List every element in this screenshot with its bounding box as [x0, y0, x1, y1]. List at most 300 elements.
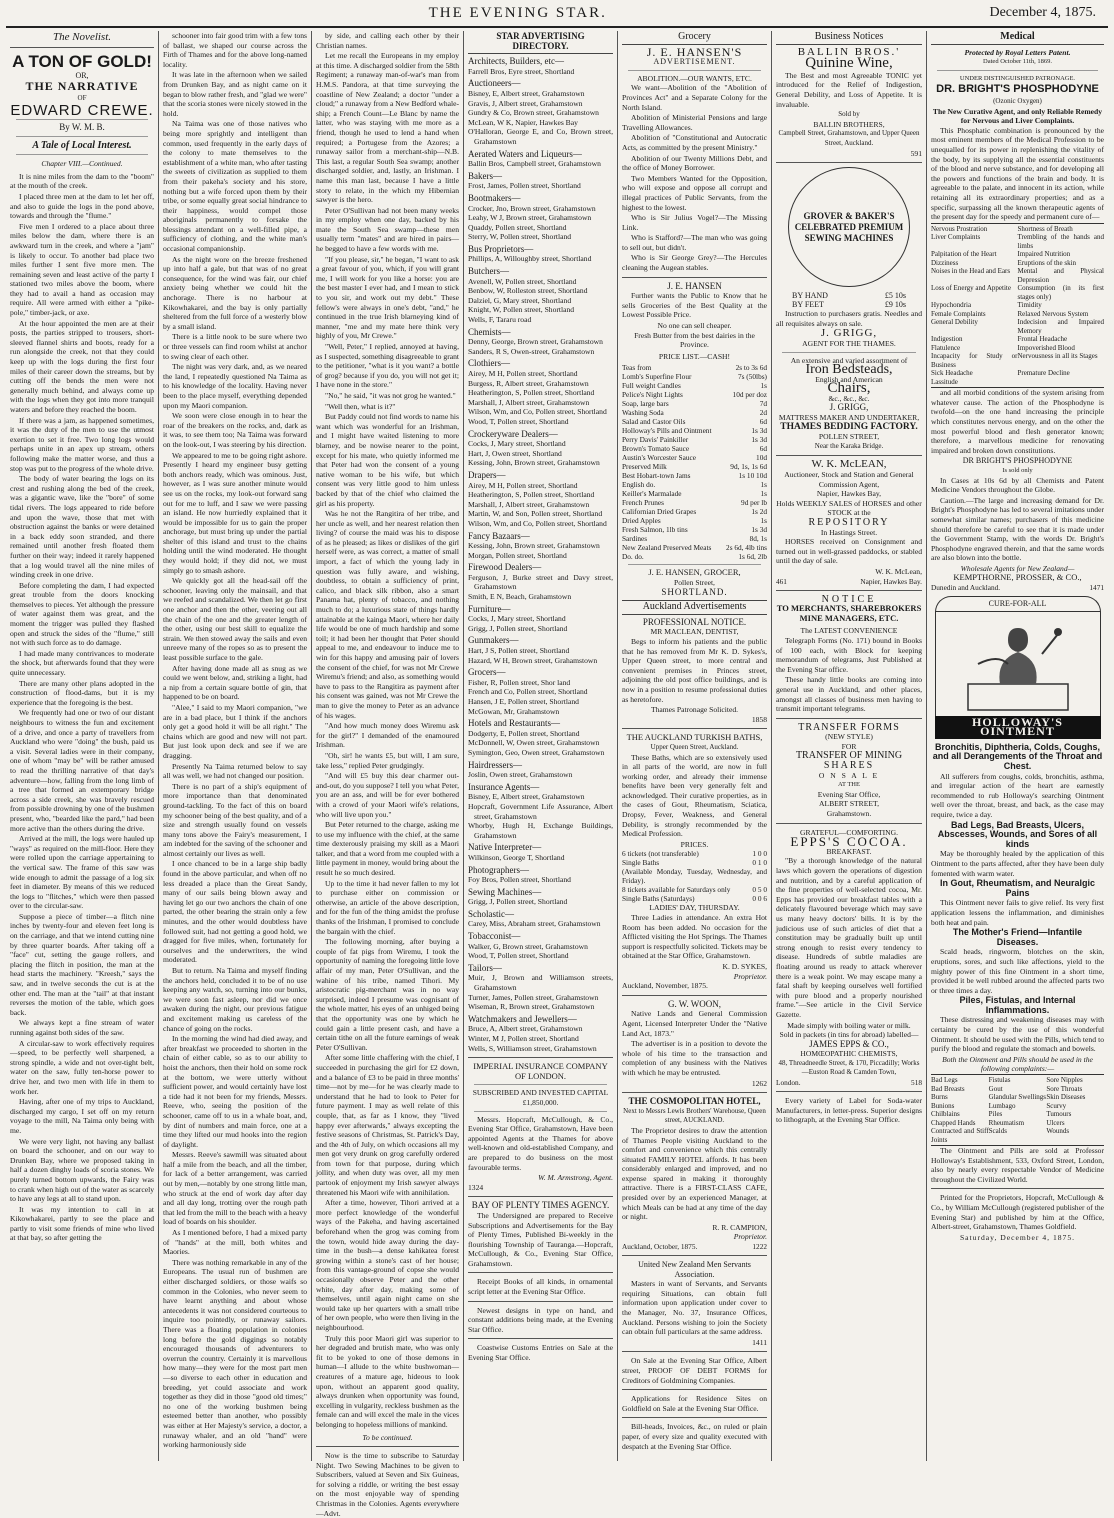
business-head: Business Notices [776, 31, 922, 45]
protected: Protected by Royal Letters Patent. [964, 47, 1071, 57]
price-row-label: New Zealand Preserved Meats [622, 543, 712, 553]
price-row-value: 1s 10 10d [738, 471, 767, 481]
ailment-item: Palpitation of the Heart [931, 250, 997, 259]
baths-prices [622, 849, 767, 903]
directory-entry: Muir, J, Brown and Williamson streets, Grahamstown [468, 973, 613, 993]
price-row-label: Keiller's Marmalade [622, 489, 682, 499]
directory-title: STAR ADVERTISING DIRECTORY. [468, 31, 613, 54]
cosmo-sub: Next to Messrs Lewis Brothers' Warehouse, Queen street, AUCKLAND. [623, 1106, 766, 1125]
price-row-value: 9d per lb [741, 498, 767, 508]
baths-addr: Upper Queen Street, Auckland. [650, 742, 739, 751]
ozonic: (Ozonic Oxygen) [993, 96, 1042, 105]
sewing-badge-text: GROVER & BAKER'S CELEBRATED PREMIUM SEWING MACHINES [794, 210, 904, 243]
bronch-title: Bronchitis, Diphtheria, Colds, Coughs, and all Derangements of the Throat and Chest. [932, 741, 1103, 772]
story-paragraph: There was nothing remarkable in any of the Europeans. The usual run of bushmen are either discharged soldiers, or those waifs so common in the Colonies, who never seem to have learnt anything and about whose antecedents it was not considered courteous to inquire too pointedly, or runaway sailors. There was a floating population in colonies long before the gold diggings so notably encouraged thousands of adventurers to overrun the country. Certainly it is marvellous how many—they were for the most part men—so diverse to each other in education and breeding, yet could associate and work together as they did in those "good old times;" no one of the working bushmen being esteemed better than another, who possibly was either at Her Majesty's service, a doctor, a runaway whaler, and an old "hand" were working harmoniously side [163, 1257, 307, 1450]
price-row [622, 480, 767, 489]
directory-heading: Tailors— [468, 962, 502, 973]
ailment-item: Incapacity for Study or Business [931, 352, 1018, 369]
column-feuilleton [6, 31, 159, 1461]
ailment-item: Nervousness in all its Stages [1017, 352, 1098, 361]
price-row-value: 7d [759, 399, 767, 409]
price-row [622, 381, 767, 390]
complaint-item: Scurvy [1046, 1101, 1067, 1110]
price-row-label: Teas from [622, 363, 652, 373]
mclean-number: 461 [776, 576, 787, 586]
story-title-3: EDWARD CREWE. [10, 102, 154, 120]
story-paragraph: After a time, however, Tihori arrived at a more perfect knowledge of the wonderful ways of the Pakeha, and having ascertained beforehand when the grog was coming from the town, would hide away during the day-time in the bush—a dense kahikatea forest growing within a stone's cast of her house; from this vantage-ground of copse she would occasionally observe Peter and the other white, day after day, making some of themselves, until again night came on she would take up her quarters with a small tribe of her own people, who were then living in the neighbourhood. [316, 1198, 459, 1332]
gout-title: In Gout, Rheumatism, and Neuralgic Pains [939, 878, 1096, 898]
story-paragraph: We were very light, not having any ballast on board the schooner, and on our way to Drunken Bay, where we proposed taking in half a dozen dinghy loads of scoria stones. We purely turned bottom upwards, the Fairy was to crank when high out of the water as scarcely to have any legs at all to stand upon. [10, 1136, 154, 1204]
story-paragraph: Let me recall the Europeans in my employ at this time. A discharged soldier from the 58th Regiment; a runaway man-of-war's man from H.M.S. Pandora, at that time surveying the coastline of New Zealand; a doctor "under a cloud;" a runaway from a New Bedford whale-ship; a French Count—Le Blanc by name the latter, who was staying with me more as a friend, though he used to lend a hand when required; a Portugese from the Azores; a runaway sailor from a merchant-ship—N.B. This last, a regular South Sea swamp; another discharged soldier, and, lastly, an Irishman. I name this man last, because I have a little story to relate, in the which my Hibernian sawyer is the hero. [316, 51, 459, 205]
price-row-label: Do. do. [622, 552, 644, 562]
legs-title: Bad Legs, Bad Breasts, Ulcers, Abscesses, Wounds, and Sores of all kinds [937, 819, 1098, 849]
directory-entry: Farrell Bros, Eyre street, Shortland [468, 66, 575, 76]
grigg-agent: AGENT FOR THE THAMES. [802, 338, 896, 348]
ballin-name: BALLIN BROTHERS, [813, 119, 885, 129]
on-sale: O N S A L E [818, 770, 880, 780]
complaint-item: Gout [988, 1084, 1003, 1093]
ailment-item: Trembling of the hands and limbs [1017, 233, 1104, 250]
story-paragraph: We frequently had one or two of our distant neighbours to witness the fun and excitement of a drive, and once a party of travellers from Auckland who were "doing" the bush, paid us a visit. Several ladies were in their company, one of whom "may be" will be rather amused to read the thrilling narrative of that day's adventure—how, falling from the long limb of a tree that formed an extemporary bridge across a side creek, she was bravely rescued from possible drowning by one of the bushmen present, who, "bearded like the pard," had been more active than the others during the drive. [10, 708, 154, 833]
story-paragraph: "If you please, sir," he began, "I want to ask a great favour of you, which, if you will grant me, I will work for you like a horse: you are the best master I ever had, and I mean to stick to you sir, and work out my debt." These fellow's were always in one's debt, "and," he continued in the true Irish blarneying kind of manner, "me and my mate here think very highly of you, Mr Crewe." [316, 254, 459, 341]
bop-title: BAY OF PLENTY TIMES AGENCY. [471, 1200, 610, 1211]
grigg-name: J. GRIGG, [820, 327, 878, 340]
chapter-heading: Chapter VIII.—Continued. [41, 159, 123, 169]
insurance-title: IMPERIAL INSURANCE COMPANY OF LONDON. [473, 1061, 608, 1081]
price-row-label: Lomb's Superfine Flour [622, 372, 692, 382]
directory-heading: Butchers— [468, 266, 509, 277]
price-row [622, 444, 767, 453]
directory-entry: Wiseman, R, Brown street, Grahamstown [468, 1002, 595, 1012]
directory-entry: Heatherington, S, Pollen street, Shortland [468, 388, 595, 398]
baths-text: These Baths, which are so extensively used in all parts of the world, are now in full working order, and already their immense benefits have been very generally felt and acknowledged. Their curative properties, as in the cases of Gout, Rheumatism, Sciatica, Dropsy, Fever, Weakness, and General Debility, is strongly recommended by the Medical Profession. [622, 752, 767, 839]
price-row-value: 9d, 1s, 1s 6d [730, 462, 767, 472]
ailment-item: Mental and Physical Depression [1017, 267, 1104, 284]
grigg-text: An extensive and varied assortment of [790, 355, 908, 365]
breakfast: BREAKFAST. [826, 846, 872, 856]
ailment-item: Eruptions of the skin [1017, 258, 1077, 267]
new-style: (NEW STYLE) [825, 732, 873, 742]
price-row-value: 1s [760, 489, 767, 499]
price-row [622, 453, 767, 462]
directory-heading: Crockeryware Dealers— [468, 428, 558, 439]
directory-entry: Wilkinson, George T, Shortland [468, 852, 565, 862]
price-row-value: 1s [760, 381, 767, 391]
price-row-value: 10d [756, 453, 767, 463]
ailment-item: Nervous Prostration [931, 224, 988, 233]
directory-entry: Avenell, W, Pollen street, Shortland [468, 276, 577, 286]
medical-head: Medical [931, 31, 1104, 45]
transfer-title-2: TRANSFER OF MINING [795, 750, 903, 762]
pollen-street: POLLEN STREET, [818, 432, 880, 442]
baths-price-row-value: 0 0 6 [752, 894, 767, 904]
directory-entry: French and Co, Pollen street, Shortland [468, 687, 588, 697]
ballin-title: BALLIN BROS.' [797, 45, 901, 58]
directory-heading: Insurance Agents— [468, 781, 540, 792]
ailment-item: Hypochondria [931, 301, 972, 310]
directory-entry: Gundry & Co, Brown street, Grahamstown [468, 108, 599, 118]
mother-text: Scald heads, ringworm, blotches on the skin, eruptions, sores, and such like affections, yield to the mighty power of this fine Ointment in a short time, provided it be well rubbed around the affected parts two or three times a day. [931, 947, 1104, 995]
receipt-text: Receipt Books of all kinds, in ornamental script letter at the Evening Star Office. [468, 1277, 613, 1297]
epps-addr: 48, Threadneedle Street, & 170, Piccadilly; Works—Euston Road & Camden Town, [778, 1058, 920, 1077]
price-row-label: Soap, large bars [622, 399, 669, 409]
story-paragraph: I had made many contrivances to moderate the shock, but afterwards found that they were quite unnecessary. [10, 648, 154, 678]
directory-entry: Wilson, Wm, and Co, Pollen street, Shortland [468, 407, 607, 417]
bills-text: Bill-heads, Invoices, &c., on ruled or plain paper, of every size and quality executed with despatch at the Evening Star Office. [622, 1422, 767, 1451]
story-paragraph: "Well then, what is it?" [325, 401, 396, 411]
directory-heading: Hairdressers— [468, 759, 522, 770]
ailment-item: Impaired Nutrition [1017, 250, 1071, 259]
price-row [622, 543, 767, 552]
ailment-item: Flatulence [931, 343, 961, 352]
fresh-butter: Fresh Butter from the best dairies in the Province. [634, 330, 755, 350]
baths-price-row-label: (Available Monday, Tuesday, Wednesday, and Friday). [622, 867, 767, 886]
price-row [622, 417, 767, 426]
directory-heading: Watchmakers and Jewellers— [468, 1013, 577, 1024]
directory-entry: Ballin Bros, Campbell street, Grahamstown [468, 159, 601, 169]
complaint-item: Skin Diseases [1046, 1093, 1086, 1102]
price-row-value: 6d [759, 417, 767, 427]
ailment-item: Consumption (in its first stages only) [1017, 284, 1104, 301]
servants-number: 1411 [752, 1337, 767, 1347]
ailment-item: Lassitude [931, 377, 958, 386]
column-directory [464, 31, 618, 1461]
price-row [622, 390, 767, 399]
section-label: The Novelist. [52, 31, 112, 43]
directory-entry: Foy Bros, Pollen street, Shortland [468, 875, 571, 885]
price-row [622, 516, 767, 525]
complaint-item: Piles [988, 1110, 1003, 1119]
directory-entry: Wells, S, Williamson street, Grahamstown [468, 1043, 597, 1053]
story-paragraph: Was he not the Rangitira of her tribe, and her uncle as well, and her nearest relation then living? of course the maid was his to dispose of as he pleased; as likes or dislikes of the girl herself were, as was correct, a matter of small import, a fact of which the young lady in question was fully aware, and wishing, doubtless, to obtain a sufficiency of print, calico, and black silk ribbon, also a smart Panama hat, plenty of tobacco, and nothing much to do; a luxurious state of things hardly attainable at the kainga Maori, where her daily life would be one of much hardship and some toil; it had been her thought that Peter should appeal to me, and endeavour to induce me to win for this happy and amusing pair of lovers the consent of the chief, for was not Mr Crewe Wiremu's friend; and also, as something would have to pass to the Rangitira as payment after his consent was gained, was not Mr Crewe the man to give the money to Peter as an advance of his wages. [316, 509, 459, 720]
complaint-item: Sore Throats [1046, 1084, 1083, 1093]
directory-entry: Wood, T, Pollen street, Shortland [468, 416, 569, 426]
cosmo-prop: Proprietor. [733, 1232, 767, 1242]
ailment-item: Timidity [1017, 301, 1042, 310]
ailment-item: Relaxed Nervous System [1017, 309, 1089, 318]
byline: By W. M. B. [59, 121, 105, 132]
price-row [622, 498, 767, 507]
abolition-item: Two Members Wanted for the Opposition, who will expose and oppose all corrupt and illegal practices of Public Servants, from the highest to the lowest. [622, 173, 767, 212]
brights-title: DR. BRIGHT'S PHOSPHODYNE [936, 83, 1099, 96]
complaint-item: Wounds [1046, 1127, 1070, 1136]
directory-heading: Chemists— [468, 326, 511, 337]
masthead-date: December 4, 1875. [989, 5, 1096, 20]
price-row-label: Sardines [622, 534, 648, 544]
directory-heading: Bootmakers— [468, 192, 521, 203]
story-paragraph: schooner into fair good trim with a few tons of ballast, we shaped our course across the Firth of Thames and for the above long-named locality. [163, 31, 307, 69]
story-paragraph: The following morning, after buying a couple of fat pigs from Wiremu, I took the opportunity of naming the foregoing little love affair of my man, Peter O'Sullivan, and the wahine of his tribe, named Tihori. My aristocratic pig-merchant was in no way surprised, indeed I presume was cognisant of the whole matter, his eyes of an unhiged being that the opportunity was one by which he could gain a little present cash, and have a certain tithe on all the future earnings of weak Peter O'Sullivan. [316, 937, 459, 1052]
brights-sold: Is sold only [1002, 466, 1033, 474]
story-or: OR, [75, 70, 89, 80]
directory-entry: Carey, Miss, Abraham street, Grahamstown [468, 919, 601, 929]
directory-heading: Bus Proprietors— [468, 243, 534, 254]
cure-banner: CURE-FOR-ALL [935, 596, 1101, 612]
column-story-continued [159, 31, 312, 1461]
baths-prop: Proprietor. [733, 971, 767, 981]
baths-prices-title: PRICES. [680, 839, 709, 849]
directory-entry: Whorby, Hugh H, Exchange Buildings, Grahamstown [468, 821, 613, 840]
directory-entry: Winter, M J, Pollen street, Shortland [468, 1034, 579, 1043]
directory-entry: McDonnell, W, Owen street, Grahamstown [468, 738, 600, 748]
baths-price-row-label: Single Baths (Saturdays) [622, 894, 695, 904]
prof-notice: PROFESSIONAL NOTICE. [642, 616, 747, 627]
mclean-name: W. K. McLEAN, [811, 458, 887, 471]
near-bridge: Near the Karaka Bridge. [814, 441, 884, 450]
directory-heading: Gunmakers— [468, 635, 519, 646]
story-paragraph: "No," he said, "it was not grog he wanted." [325, 390, 456, 400]
baths-price-row [622, 858, 767, 867]
directory-heading: Fancy Bazaars— [468, 530, 530, 541]
baths-date: Auckland, November, 1875. [622, 981, 708, 991]
abolition-item: Who is Sir George Grey?—The Hercules cleaning the Augean stables. [622, 253, 767, 273]
quinine-title: Quinine Wine, [805, 55, 893, 72]
directory-heading: Sewing Machines— [468, 886, 542, 897]
story-paragraph: "And how much money does Wiremu ask for the girl?" I demanded of the enamoured Irishman. [316, 721, 459, 750]
directory-entry: McGowan, Mr, Grahamstown [468, 706, 560, 716]
directory-entry: Wells, F, Tararu road [468, 315, 532, 325]
price-row-label: French Prunes [622, 498, 664, 508]
price-row [622, 507, 767, 516]
directory-entry: Joslin, Owen street, Grahamstown [468, 770, 573, 780]
woon-number: 1262 [751, 1078, 767, 1088]
baths-price-row [622, 867, 767, 885]
story-paragraph: There is no part of a ship's equipment of more importance than that denominated ground-tackling. To the fact of this on board my schooner being of the best quality, and of a size and strength usually found on vessels many tons above the Fairy's measurement, I am indebted for the saving of the schooner and almost certainly our lives as well. [163, 781, 307, 858]
story-paragraph: As I mentioned before, I had a mixed party of "hands" at the mill, both whites and Maories. [163, 1228, 307, 1257]
price-row [622, 552, 767, 561]
story-paragraph: Na Taima was one of those natives who being more sprightly and intelligent than common, used frequently in the early days of the colony to mate themselves to the establishment of a white man, who after tasting the sweets of civilization as supplied to them from their pakeha's society and his store, nothing but a wife forced upon them by their tribe, or some equally great social hindrance to their happiness, would compel those aboriginals permanently to forsake the blessings attendant on a well-filled pipe, a sufficiency of clothing, and the white man's occasional companionship. [163, 119, 307, 254]
holloway-bar: HOLLOWAY'S OINTMENT [935, 716, 1101, 739]
epps-text: "By a thorough knowledge of the natural laws which govern the operations of digestion and nutrition, and by a careful application of the fine properties of well-selected cocoa, Mr. Epps has provided our breakfast tables with a delicately flavoured beverage which may save us many heavy doctors' bills. It is by the judicious use of such articles of diet that a constitution may be gradually built up until strong enough to resist every tendency to disease. Hundreds of subtle maladies are floating around us ready to attack wherever there is a weak point. We may escape many a fatal shaft by keeping ourselves well fortified with pure blood and a properly nourished frame."—See article in the Civil Service Gazette. [776, 856, 922, 1019]
handy-text: These handy little books are coming into general use in Auckland, and other places, amongst all classes of business men having to transmit important telegrams. [776, 675, 922, 714]
complaint-item: Bad Legs [931, 1076, 958, 1085]
story-body [10, 172, 154, 1243]
gout-text: This Ointment never fails to give relief. Its very first application lessens the inflammation, and diminishes both heat and pain. [931, 898, 1104, 927]
complaint-item: Bunions [931, 1101, 955, 1110]
directory-entry: Gravis, J, Albert street, Grahamstown [468, 98, 583, 108]
directory-entry: Knight, W, Pollen street, Shortland [468, 305, 575, 315]
directory-heading: Hotels and Restaurants— [468, 718, 560, 729]
story-paragraph: "Well, Peter," I replied, annoyed at having, as I suspected, something disagreeable to grant to the petitioner, "what is it you want? a bottle of grog? because if you do, you will not get it; I have none in the store." [316, 342, 459, 390]
baths-price-row [622, 885, 767, 894]
story-title-2: THE NARRATIVE [25, 79, 139, 94]
directory-entry: Hansen, J E, Pollen street, Shortland [468, 697, 579, 706]
baths-price-row-value: 1 0 0 [752, 849, 767, 859]
grateful: GRATEFUL—COMFORTING. [799, 827, 899, 837]
directory-entry: Bruce, A, Albert street, Grahamstown [468, 1024, 583, 1034]
story-paragraph: "Oh, sir! he wants £5, but will, I am sure, take less," replied Peter grudgingly. [316, 750, 459, 770]
hygieia-figure [935, 612, 1101, 716]
story-paragraph: A circular-saw to work effectively requires—speed, to be perfectly well sharpened, a strong spindle, a wide and not over-tight belt, water on the saw, fully ten-horse power to drive her, and two men with life in them to work her. [10, 1038, 154, 1096]
directory-entry: Ferguson, J, Burke street and Davy street, Grahamstown [468, 572, 613, 592]
directory-entry: Hopcraft, Government Life Assurance, Albert street, Grahamstown [468, 801, 613, 821]
directory-entry: Denny, George, Brown street, Grahamstown [468, 337, 603, 347]
story-paragraph: After having done made all as snug as we could we went below, and, striking a light, had a nip from a certain square bottle of gin, that happened to be on board. [163, 663, 307, 702]
directory-heading: Architects, Builders, etc— [468, 56, 564, 67]
directory-heading: Grocers— [468, 667, 506, 678]
directory-entry: Bisney, E, Albert street, Grahamstown [468, 88, 585, 98]
ailment-item: Premature Decline [1017, 369, 1070, 378]
directory-entry: Leahy, W J, Brown street, Grahamstown [468, 213, 592, 223]
directory-heading: Clothiers— [468, 358, 510, 369]
directory-entry: Hart, J S, Pollen street, Shortland [468, 646, 570, 656]
ladies-day: LADIES' DAY, THURSDAY. [649, 903, 740, 913]
price-row-label: Dried Apples [622, 516, 661, 526]
epps-sold: Sold in packets (in tins for abroad) labelled— [779, 1030, 919, 1040]
price-row-value: 8d, 1s [749, 534, 767, 544]
story-paragraph: We always kept a fine stream of water running against both sides of the saw. [10, 1018, 154, 1037]
cosmo-title: THE COSMOPOLITAN HOTEL, [628, 1096, 761, 1107]
directory-entry: Cocks, J, Mary street, Shortland [468, 614, 566, 624]
wholesale: Wholesale Agents for New Zealand— [960, 563, 1075, 573]
by-hand-label: BY HAND [792, 291, 828, 301]
price-row-label: Perry Davis' Painkiller [622, 435, 689, 445]
story-paragraph: There are many other plans adopted in the construction of flood-dams, but it is my experience that the foregoing is the best. [10, 678, 154, 707]
price-row-value: 1s 6d, 2lb [738, 552, 767, 562]
price-row [622, 426, 767, 435]
seated-figure-icon [958, 614, 1078, 714]
baths-extra: Three Ladies in attendance. An extra Hot Room has been added. No occasion for the Afflicted visiting the Hot Springs. The Thames support is respectfully solicited. Tickets may be obtained at the Star Office, Grahamstown. [622, 913, 767, 961]
ailment-item: Dizziness [931, 258, 959, 267]
story-of: OF [77, 93, 87, 102]
grigg-name-2: J. GRIGG, [829, 402, 869, 413]
complaint-item: Fistulas [988, 1076, 1011, 1085]
woon-text2: The advertiser is in a position to devote the whole of his time to the transaction and completion of any business with the Natives with which he may be entrusted. [622, 1039, 767, 1077]
dunedin: Dunedin and Auckland. [931, 583, 1001, 593]
story-paragraph: It was late in the afternoon when we sailed from Drunken Bay, and as night came on it began to blow rather fresh, and "glad we were" that the scoria stones were nicely stowed in the hold. [163, 70, 307, 118]
story-paragraph: Suppose a piece of timber—a flitch nine inches by twenty-four and eleven feet long is on the carriage, and that we intend cutting nine by three quarter boards. After taking off a "face" cut, setting the gauge rollers, and placing the flitch in position, the man at the head starts the machinery. "Kreesh," says the saw, and in twelve seconds the cut is at the other end. The man at the "tail" at that instant reverses the motion of the table, which goes back. [10, 911, 154, 1017]
woon-text: Native Lands and General Commission Agent, Licensed Interpreter Under the "Native Land Act, 1873." [622, 1009, 767, 1038]
hastings: In Hastings Street. [820, 527, 878, 537]
story-paragraph: Before completing the dam, I had expected great trouble from the doors knocking themselves to pieces. Yet although the pressure of water against them was great, and the moment the trigger was pulled they flashed open and struck the sides of the "flume," still not with such force as to do damage. [10, 580, 154, 648]
cure-line: The New Curative Agent, and only Reliable Remedy for Nervous and Liver Complaints. [932, 106, 1103, 126]
dentist-sign: Thames Patronage Solicited. [650, 705, 739, 715]
directory-entry: O'Halloran, George E, and Co, Brown street, Grahamstown [468, 127, 613, 146]
column-medical [927, 31, 1108, 1461]
directory-entry: Sanders, R S, Owen-street, Grahamstown [468, 346, 595, 356]
cosmo-sign: R. R. CAMPION, [712, 1222, 767, 1232]
directory-entry: Dalziel, G, Mary street, Shortland [468, 295, 572, 305]
epps-number: 518 [911, 1078, 922, 1088]
repository: REPOSITORY [808, 517, 890, 528]
price-row-value: 1s [760, 516, 767, 526]
ailment-item: Shortness of Breath [1017, 224, 1073, 233]
brights-cases: In Cases at 10s 6d by all Chemists and Patent Medicine Vendors throughout the Globe. [931, 475, 1104, 495]
directory-heading: Aerated Waters and Liqueurs— [468, 148, 582, 159]
eng-amer: English and American [815, 374, 883, 384]
directory-entry: Hart, J, Owen street, Shortland [468, 448, 562, 458]
story-paragraph: At the hour appointed the men are at their posts, the parties stripped to trousers, short-sleeved flannel shirts and boots, ready for a run alongside the creek, not that they could keep up with the logs during the first four miles of their career down the streams, but by cutting off the bends the men were not generally much behind, and always come up with the logs when they got into more tranquil waters and before they reached the boom. [10, 318, 154, 414]
price-row [622, 372, 767, 381]
london: London. [776, 1078, 801, 1088]
complaint-item: Rheumatism [988, 1118, 1025, 1127]
insurance-number: 1324 [468, 1182, 484, 1192]
complaint-item: Chilblains [931, 1110, 960, 1119]
grigg-note: Instruction to purchasers gratis. Needles and all requisites always on sale. [776, 309, 922, 328]
directory-entry: Airey, M H, Pollen street, Shortland [468, 369, 578, 378]
masthead [6, 0, 1108, 28]
abolition-item: Who is Sir Julius Vogel?—The Missing Link. [622, 213, 767, 232]
hansen-text: Further wants the Public to Know that he sells Groceries of the Best Quality at the Lowest Possible Price. [622, 291, 767, 320]
directory-entry: Phillips, A, Willoughby street, Shortland [468, 254, 592, 264]
price-row-value: 1s 3d [751, 435, 767, 445]
homeopathic: HOMŒOPATHIC CHEMISTS, [800, 1049, 898, 1059]
ailment-item: Frontal Headache [1017, 335, 1068, 344]
story-paragraph: I once chanced to be in a large ship badly found in the above particular, and when off no less dreaded a place than the Great Sandy, many of our sails being blown away and having let go our two anchors the chain of one parted, the other bearing the strain only a few minutes, and the other would doubtless have followed suit, had not getting a good hold, we dragged for five miles, when, fortunately for ourselves and the underwriters, the wind moderated. [163, 859, 307, 965]
price-row-label: Salad and Castor Oils [622, 417, 686, 427]
dentist-number: 1858 [751, 714, 767, 724]
dentist-text: Begs to inform his patients and the public that he has removed from Mr K. D. Sykes's, Upper Queen street, to more central and convenient premises in Princes street, adjoining the old post office buildings, and is now in a position to resume professional duties as heretofore. [622, 636, 767, 704]
forms-text: On Sale at the Evening Star Office, Albert street, PROOF OF DEBT FORMS for Creditors of Goldmining Companies. [622, 1356, 767, 1385]
by-feet-price: £9 10s [884, 300, 906, 310]
complaint-item: Sore Nipples [1046, 1076, 1083, 1085]
legs-text: May be thoroughly healed by the application of this Ointment to the parts affected, after they have been duly fomented with warm water. [931, 849, 1104, 878]
by-feet-row [776, 300, 922, 309]
dentist-title: MR MACLEAN, DENTIST, [650, 627, 739, 637]
complaint-item: Bad Breasts [931, 1084, 965, 1093]
ballin-number: 591 [910, 148, 922, 158]
ailment-item: Liver Complaints [931, 233, 981, 242]
price-row-label: Full weight Candles [622, 381, 681, 391]
insurance-text: Messrs. Hopcraft, McCullough, & Co., Evening Star Office, Grahamstown, Have been appointed Agents at the Thames for above well-known and old-established Company, and are prepared to do business on the most favourable terms. [468, 1114, 613, 1172]
ailment-item: Female Complaints [931, 309, 986, 318]
story-paragraph: But Paddy could not find words to name his want which was wonderful for an Irishman, and I might have waited listening to more blarney, and be nowise nearer to the point, except for his mate, who quietly informed me that Peter had won the consent of a young native woman to be his wife, but which consent was very little good to him unless backed by that of the chief who claimed the girl as his property. [316, 412, 459, 508]
by-hand-row [776, 291, 922, 300]
story-paragraph: We quickly got all the head-sail off the schooner, leaving only the mainsail, and that we reefed and scandalized. We then let go first one anchor and then the other, veering out all the chain of the one and the greater length of the other, using our best skill to equalize the strain. We then stowed away the sails and even unreeve many of the ropes so as to present the least possible surface to the gale. [163, 576, 307, 662]
holloway-sold: The Ointment and Pills are sold at Professor Holloway's Establishment, 533, Oxford Street, London, also by nearly every respectable Vendor of Medicine throughout the Civilized World. [931, 1146, 1104, 1184]
price-row-label: Preserved Milk [622, 462, 667, 472]
customs-text: Coastwise Customs Entries on Sale at the Evening Star Office. [468, 1343, 613, 1363]
epps-title: EPPS'S COCOA. [790, 834, 908, 850]
story-paragraph: In the morning the wind had died away, and after breakfast we proceeded to shorten in the chain of either cable, so as to our ability to hoist the anchors, then their hold on some rock at the bottom, we were utterly without sufficient power, and would certainly have lost a tide had it not been for my friends, Messrs. Reeve, who, seeing the position of the schooner, came off to us in a whale boat, and, by dint of numbers and main force, one at a time they lifted our mud hooks into the region of daylight. [163, 1034, 307, 1149]
story-paragraph: Truly this poor Maori girl was superior to her degraded and brutish mate, who was only fit to be yoked to one of those demons in human—I allude to the white bushwoman—creatures of a mature age, hideous to look upon, without an apparent good quality, always drunken when opportunity was found, excelling in vulgarity, reckless bushmen as the female can and will excel the male in the vices belonging to hopeless millions of mankind. [316, 1333, 459, 1429]
both-note: Both the Ointment and Pills should be used in the following complaints:— [942, 1054, 1093, 1074]
brights-caution: Caution.—The large and increasing demand for Dr. Bright's Phosphodyne has led to several imitations under somewhat similar names; purchasers of this medicine should therefore be careful to see that it is made under the Government Stamp, with the words Dr. Bright's Phosphodyne engraved therein, and that the same words are also blown into the bottle. [931, 495, 1104, 563]
complaint-item: Scalds [988, 1127, 1007, 1136]
price-row-label: Washing Soda [622, 408, 664, 418]
price-row [622, 435, 767, 444]
directory-heading: Scholastic— [468, 908, 514, 919]
dated: Dated October 11th, 1869. [983, 58, 1052, 66]
baths-price-row-label: 8 tickets available for Saturdays only [622, 885, 731, 895]
brights-text-2: and all morbid conditions of the system arising from whatever cause. The action of the Phosphodyne is twofold—on the one hand increasing the principle which constitutes nervous energy, and on the other the most powerful blood and flesh generator known; therefore, a marvellous medicine for renovating impaired and broken down constitutions. [931, 388, 1104, 455]
etc-line: &c., &c., &c. [828, 393, 870, 403]
baths-price-row-label: 6 tickets (not transferable) [622, 849, 699, 859]
abolition-item: Abolition of "Constitutional and Autocratic Acts, as committed by the present Ministry." [622, 133, 767, 152]
hansen-grocer: J. E. HANSEN, GROCER, [648, 567, 741, 578]
story-paragraph: But Peter returned to the charge, asking me to use my influence with the chief, at the same time dexterously praising my skill as a Maori talker, and that a word from me coupled with a little payment in money, would bring about the result he so much desired. [316, 820, 459, 878]
cosmo-text: The Proprietor desires to draw the attention of Thames People visiting Auckland to the comfort and convenience which this centrally situated FAMILY HOTEL affords. It has been considerably enlarged and improved, and no expense spared in making it thoroughly attractive. There is a FIRST-CLASS CAFE, presided over by an experienced Manager, at which Meals can be had at any time of the day or night. [622, 1125, 767, 1222]
by-hand-price: £5 10s [884, 291, 906, 301]
mclean-loc: Napier, Hawkes Bay, [816, 489, 882, 499]
directory-heading: Firewood Dealers— [468, 562, 542, 573]
insurance-capital: SUBSCRIBED AND INVESTED CAPITAL £1,850,000. [472, 1088, 609, 1107]
complaint-item: Contracted and Stiff Joints [931, 1127, 989, 1144]
baths-price-row-label: Single Baths [622, 858, 660, 868]
brights-name-2: DR BRIGHT'S PHOSPHODYNE [962, 456, 1073, 466]
transfer-for: FOR [841, 741, 857, 751]
price-row-label: Fresh Salmon, 1lb tins [622, 525, 688, 535]
story-paragraph: After some little chaffering with the chief, I succeeded in purchasing the girl for £2 down, and a balance of £3 to be paid in three months' time—not by me—for he was clearly made to understand that he had to look to Peter for future payment. I may as well relate of this couple, that, as far as I know, they "lived happy ever afterwards," always excepting the festive seasons of Christmas, St. Patrick's Day, and the 4th of July, on which occasions all my men got very drunk on grog carefully ordered from town for that purpose, during which jollity, and when duty was over, all my men partook of enjoyment my Irish sawyer always threatened his Maori wife with annihilation. [316, 1053, 459, 1197]
mclean-footer [776, 577, 922, 586]
directory-entry: Crocker, Jno, Brown street, Grahamstown [468, 203, 596, 213]
sewing-machine-badge [788, 167, 910, 287]
directory-entry: Marshall, J, Albert street, Grahamstown [468, 397, 590, 407]
price-row-value: 2s to 3s 6d [735, 363, 767, 373]
directory-entry: Bisney, E, Albert street, Grahamstown [468, 792, 585, 802]
ailments-list [931, 223, 1104, 389]
directory-entry: Benbow, W, Rolleston street, Shortland [468, 286, 588, 296]
